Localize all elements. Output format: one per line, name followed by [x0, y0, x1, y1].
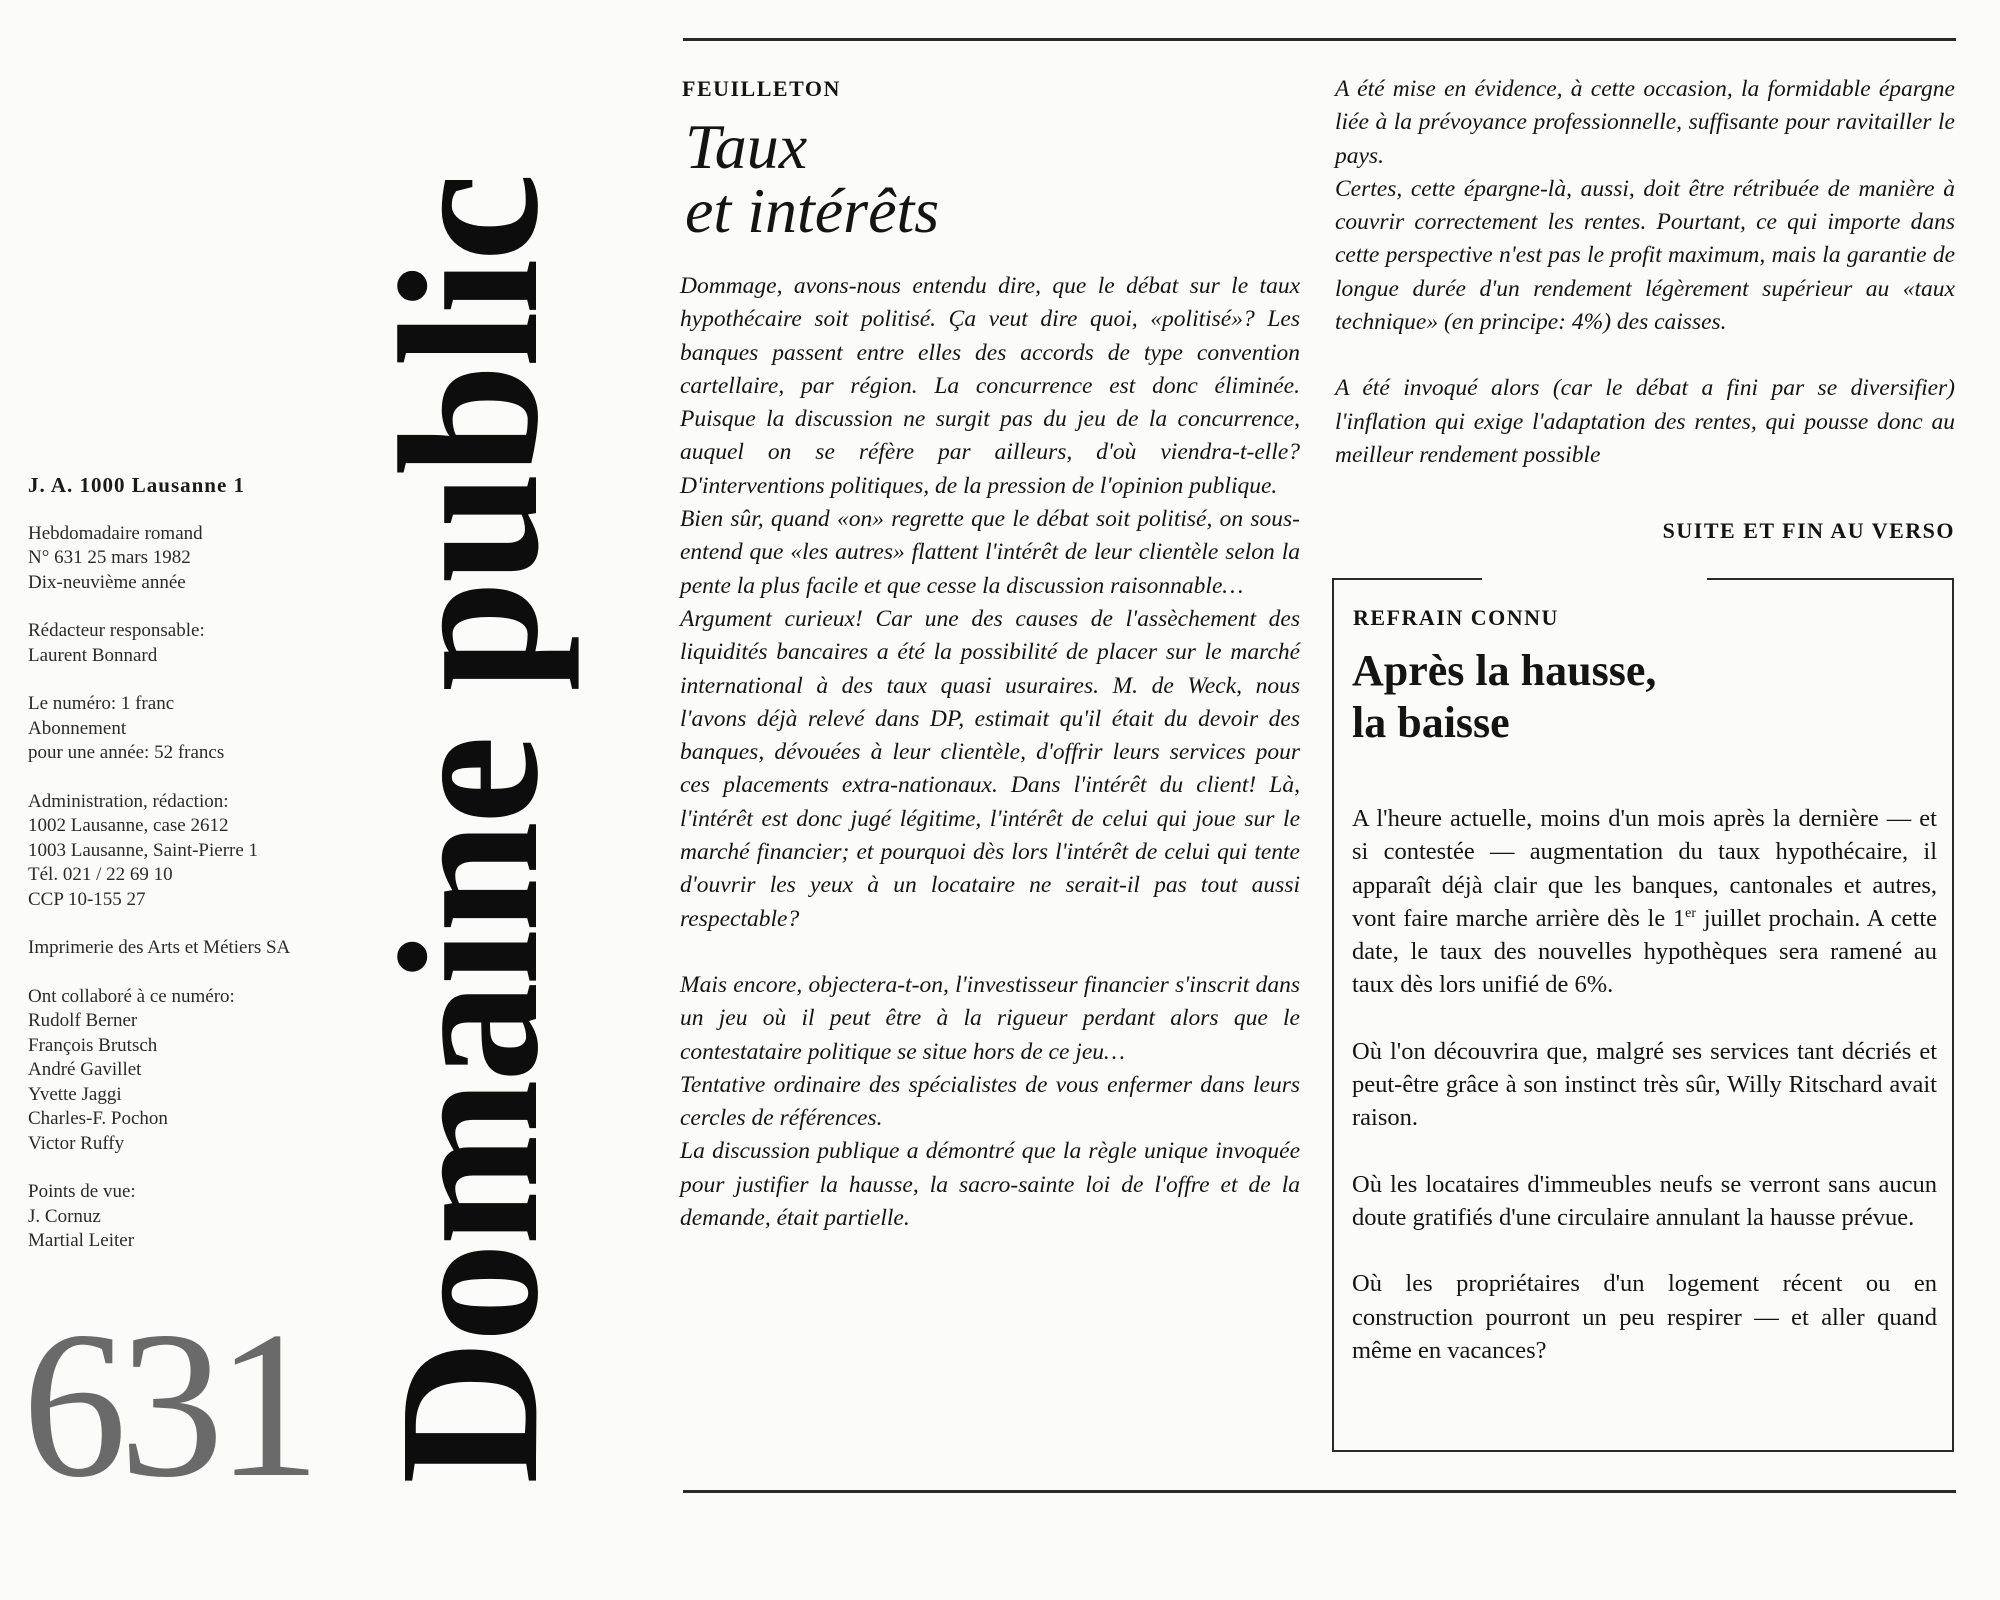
paragraph: A été mise en évidence, à cette occasion, la formidable épargne liée à la prévoyance professionnelle, suffisante pour ravitailler le pays. [1335, 76, 1955, 169]
superscript: er [1685, 905, 1697, 921]
paragraph: Argument curieux! Car une des causes de l'assèchement des liquidités bancaires a été la possibilité de placer sur le marché international à des taux quasi usuraires. M. de Weck, nous l'avons déjà relevé dans DP, estimait qu'il était du devoir des banques, dévouées à leur clientèle, d'offrir leurs services pour ces placements extra-nationaux. Dans l'intérêt du client! Là, l'intérêt est donc jugé légitime, l'intérêt de celui qui joue sur le marché financier; et pourquoi dès lors l'intérêt de celui qui tente d'ouvrir les yeux à un locataire ne serait-il pas tout aussi respectable? [680, 605, 1300, 932]
issue-number: 631 [22, 1289, 313, 1521]
masthead-block [28, 790, 408, 913]
paragraph [1352, 802, 1937, 1002]
address-line: J. A. 1000 Lausanne 1 [28, 473, 246, 497]
masthead-block [28, 1180, 408, 1254]
masthead-line: Ont collaboré à ce numéro: [28, 985, 235, 1007]
masthead-line: Charles-F. Pochon [28, 1108, 168, 1129]
paragraph-gap [680, 936, 1300, 969]
paragraph: La discussion publique a démontré que la règle unique invoquée pour justifier la hausse, la sacro-sainte loi de l'offre et de la demande, était partielle. [680, 1138, 1300, 1232]
article-column-2 [1335, 73, 1955, 472]
masthead-line: François Brutsch [28, 1034, 158, 1056]
masthead-line: Tél. 021 / 22 69 10 [28, 864, 173, 885]
masthead-line: N° 631 25 mars 1982 [28, 547, 191, 568]
paragraph-gap [1352, 1002, 1937, 1035]
headline-line: la baisse [1352, 698, 1510, 747]
masthead-block [28, 692, 408, 766]
masthead-line: 1002 Lausanne, case 2612 [28, 815, 229, 836]
masthead-block [28, 985, 408, 1157]
paragraph-gap [1335, 339, 1955, 372]
paragraph: Bien sûr, quand «on» regrette que le débat soit politisé, on sous-entend que «les autres» flattent l'intérêt de leur clientèle selon la pente la plus facile et que cesse la discussion raisonnable… [680, 506, 1300, 599]
box-body [1352, 802, 1937, 1367]
masthead-line: Le numéro: 1 franc [28, 693, 175, 714]
paragraph: Dommage, avons-nous entendu dire, que le débat sur le taux hypothécaire soit politisé. Ça veut dire quoi, «politisé»? Les banques passent entre elles des accords de type convention cartellaire, par région. La concurrence est donc éliminée. Puisque la discussion ne surgit pas du jeu de la concurrence, auquel on se réfère par ailleurs, d'où viendra-t-elle? D'interventions politiques, de la pression de l'opinion publique. [680, 273, 1300, 499]
masthead-line: J. Cornuz [28, 1205, 101, 1227]
masthead-line: Rédacteur responsable: [28, 620, 205, 641]
masthead-line: 1003 Lausanne, Saint-Pierre 1 [28, 839, 259, 861]
masthead-line: Martial Leiter [28, 1230, 135, 1251]
masthead-line: Victor Ruffy [28, 1132, 125, 1154]
masthead-line: Hebdomadaire romand [28, 522, 203, 544]
masthead-line: Imprimerie des Arts et Métiers SA [28, 937, 291, 958]
box-frame-gap [1482, 574, 1707, 582]
headline-line: et intérêts [685, 175, 940, 246]
paragraph: A été invoqué alors (car le débat a fini par se diversifier) l'inflation qui exige l'adaptation des rentes, qui pousse donc au meilleur rendement possible [1335, 375, 1955, 468]
article-kicker: FEUILLETON [682, 76, 841, 101]
paragraph: Tentative ordinaire des spécialistes de vous enfermer dans leurs cercles de références. [680, 1071, 1300, 1132]
continued-note: SUITE ET FIN AU VERSO [1662, 518, 1955, 543]
paragraph: Où les locataires d'immeubles neufs se verront sans aucun doute gratifiés d'une circulaire annulant la hausse prévue. [1352, 1170, 1937, 1231]
masthead-line: Abonnement [28, 717, 127, 739]
masthead-line: pour une année: 52 francs [28, 742, 225, 763]
paragraph: Où les propriétaires d'un logement récent ou en construction pourront un peu respirer — et aller quand même en vacances? [1352, 1270, 1937, 1364]
masthead-info [28, 473, 408, 1278]
masthead-line: Rudolf Berner [28, 1010, 138, 1031]
publication-title: Domaine public [359, 175, 580, 1485]
paragraph-gap [1352, 1234, 1937, 1267]
masthead-block [28, 522, 408, 596]
masthead-line: André Gavillet [28, 1059, 142, 1080]
masthead-line: Administration, rédaction: [28, 790, 229, 812]
masthead-line: Yvette Jaggi [28, 1083, 122, 1105]
paragraph: Certes, cette épargne-là, aussi, doit être rétribuée de manière à couvrir correctement les rentes. Pourtant, ce qui importe dans cette perspective n'est pas le profit maximum, mais la garantie de longue durée d'un rendement légèrement supérieur au «taux technique» (en principe: 4%) des caisses. [1335, 175, 1955, 336]
bottom-rule [683, 1490, 1956, 1493]
paragraph: Où l'on découvrira que, malgré ses services tant décriés et peut-être grâce à son instinct très sûr, Willy Ritschard avait raison. [1352, 1037, 1937, 1132]
masthead-line: Dix-neuvième année [28, 571, 186, 593]
paragraph-gap [1352, 1135, 1937, 1168]
masthead-block [28, 619, 408, 668]
text-run: A l'heure actuelle, moins d'un mois après la dernière — et si contestée — augmentation du taux hypothécaire, il apparaît déjà clair que les banques, cantonales et autres, vont faire marche arrière dès le 1 [1352, 805, 1937, 932]
box-kicker: REFRAIN CONNU [1353, 605, 1559, 630]
paragraph: Mais encore, objectera-t-on, l'investisseur financier s'inscrit dans un jeu où il peut être à la rigueur perdant alors que le contestataire politique se situe hors de ce jeu… [680, 971, 1300, 1065]
masthead-line: CCP 10-155 27 [28, 888, 146, 910]
headline-line: Après la hausse, [1352, 646, 1657, 695]
box-headline [1352, 645, 1656, 749]
masthead-block [28, 936, 408, 961]
masthead-line: Laurent Bonnard [28, 644, 158, 666]
article-headline [685, 111, 1285, 246]
headline-line: Taux [685, 111, 808, 182]
text-run: juillet prochain. A cette date, le taux des nouvelles hypothèques sera ramené au taux dès lors unifié de 6%. [1352, 904, 1937, 999]
masthead-line: Points de vue: [28, 1181, 136, 1202]
article-column-1 [680, 270, 1300, 1235]
top-rule [683, 38, 1956, 41]
